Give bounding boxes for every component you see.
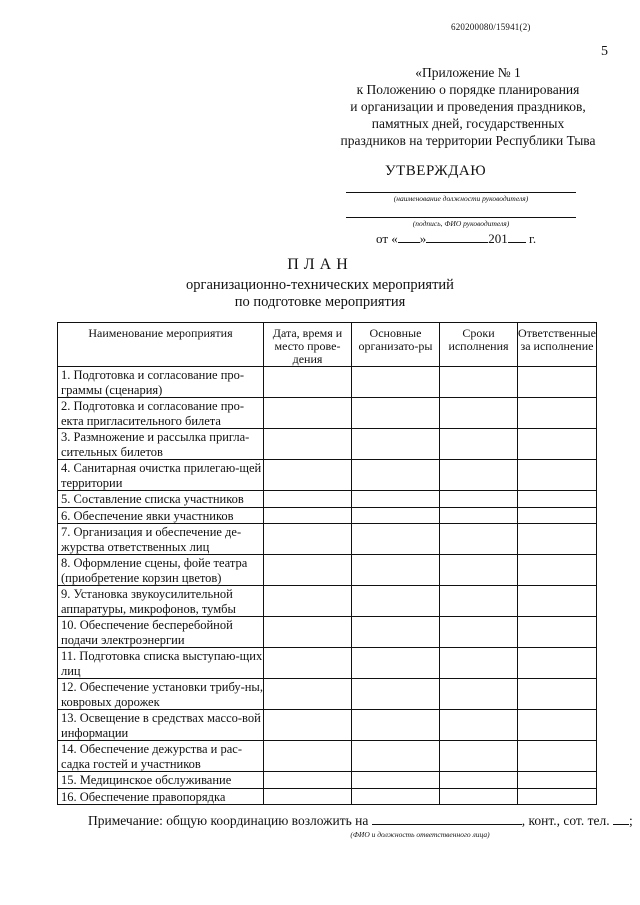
empty-cell bbox=[264, 679, 352, 710]
empty-cell bbox=[352, 586, 440, 617]
plan-subtitle-2: по подготовке мероприятия bbox=[234, 294, 406, 310]
task-name-cell: 14. Обеспечение дежурства и рас-садка гостей и участников bbox=[58, 741, 264, 772]
annex-line: к Положению о порядке планирования bbox=[356, 82, 580, 97]
col-header-responsible: Ответственные за исполнение bbox=[518, 323, 597, 367]
annex-line: и организации и проведения праздников, bbox=[350, 99, 586, 114]
task-name-cell: 16. Обеспечение правопорядка bbox=[58, 788, 264, 805]
empty-cell bbox=[352, 429, 440, 460]
task-name-cell: 4. Санитарная очистка прилегаю-щей территории bbox=[58, 460, 264, 491]
empty-cell bbox=[264, 507, 352, 524]
table-row bbox=[58, 788, 597, 805]
empty-cell bbox=[264, 788, 352, 805]
empty-cell bbox=[518, 460, 597, 491]
empty-cell bbox=[352, 788, 440, 805]
empty-cell bbox=[264, 524, 352, 555]
empty-cell bbox=[440, 679, 518, 710]
col-header-name: Наименование мероприятия bbox=[58, 323, 264, 367]
empty-cell bbox=[264, 710, 352, 741]
empty-cell bbox=[518, 710, 597, 741]
plan-title: ПЛАН bbox=[287, 256, 353, 273]
empty-cell bbox=[518, 524, 597, 555]
signature-caption: (подпись, ФИО руководителя) bbox=[412, 219, 510, 228]
empty-cell bbox=[264, 460, 352, 491]
note-prefix: Примечание: общую координацию возложить на bbox=[88, 813, 369, 828]
date-prefix: от « bbox=[376, 231, 398, 246]
empty-cell bbox=[264, 398, 352, 429]
empty-cell bbox=[440, 429, 518, 460]
table-row bbox=[58, 460, 597, 491]
empty-cell bbox=[440, 648, 518, 679]
empty-cell bbox=[352, 507, 440, 524]
empty-cell bbox=[264, 741, 352, 772]
table-row bbox=[58, 398, 597, 429]
page-number: 5 bbox=[601, 44, 608, 59]
table-row bbox=[58, 491, 597, 508]
note-suffix: , конт., сот. тел. bbox=[521, 813, 610, 828]
empty-cell bbox=[518, 772, 597, 789]
col-header-date: Дата, время и место прове-дения bbox=[264, 323, 352, 367]
date-suffix: г. bbox=[529, 231, 537, 246]
task-name-cell: 11. Подготовка списка выступаю-щих лиц bbox=[58, 648, 264, 679]
empty-cell bbox=[440, 398, 518, 429]
task-name-cell: 2. Подготовка и согласование про-екта пригласительного билета bbox=[58, 398, 264, 429]
date-year: 201 bbox=[488, 231, 508, 246]
annex-header bbox=[318, 64, 618, 149]
table-row bbox=[58, 555, 597, 586]
day-blank bbox=[398, 230, 420, 243]
empty-cell bbox=[264, 555, 352, 586]
empty-cell bbox=[264, 429, 352, 460]
empty-cell bbox=[352, 617, 440, 648]
task-name-cell: 10. Обеспечение бесперебойной подачи электроэнергии bbox=[58, 617, 264, 648]
table-row bbox=[58, 429, 597, 460]
empty-cell bbox=[440, 741, 518, 772]
position-caption: (наименование должности руководителя) bbox=[393, 194, 529, 203]
note-blank-phone bbox=[613, 812, 629, 825]
empty-cell bbox=[440, 367, 518, 398]
approval-date bbox=[376, 230, 536, 247]
year-blank bbox=[508, 230, 526, 243]
empty-cell bbox=[518, 491, 597, 508]
task-name-cell: 9. Установка звукоусилительной аппаратуры, микрофонов, тумбы bbox=[58, 586, 264, 617]
empty-cell bbox=[352, 710, 440, 741]
table-row bbox=[58, 772, 597, 789]
approve-label: УТВЕРЖДАЮ bbox=[385, 163, 487, 179]
empty-cell bbox=[264, 367, 352, 398]
empty-cell bbox=[264, 617, 352, 648]
date-mid: » bbox=[419, 231, 427, 246]
table-row bbox=[58, 710, 597, 741]
empty-cell bbox=[440, 710, 518, 741]
empty-cell bbox=[352, 491, 440, 508]
plan-subtitle: организационно-технических мероприятий bbox=[186, 277, 454, 293]
task-name-cell: 15. Медицинское обслуживание bbox=[58, 772, 264, 789]
task-name-cell: 6. Обеспечение явки участников bbox=[58, 507, 264, 524]
empty-cell bbox=[440, 617, 518, 648]
task-name-cell: 3. Размножение и рассылка пригла-сительных билетов bbox=[58, 429, 264, 460]
task-name-cell: 1. Подготовка и согласование про-граммы (сценария) bbox=[58, 367, 264, 398]
empty-cell bbox=[440, 491, 518, 508]
table-header-row bbox=[58, 323, 597, 367]
empty-cell bbox=[518, 741, 597, 772]
note bbox=[88, 812, 633, 829]
empty-cell bbox=[440, 460, 518, 491]
empty-cell bbox=[518, 398, 597, 429]
empty-cell bbox=[352, 679, 440, 710]
empty-cell bbox=[440, 586, 518, 617]
table-row bbox=[58, 524, 597, 555]
empty-cell bbox=[518, 679, 597, 710]
empty-cell bbox=[352, 772, 440, 789]
empty-cell bbox=[440, 555, 518, 586]
empty-cell bbox=[352, 648, 440, 679]
empty-cell bbox=[518, 648, 597, 679]
empty-cell bbox=[352, 741, 440, 772]
signature-line bbox=[346, 217, 576, 218]
task-name-cell: 12. Обеспечение установки трибу-ны, ковровых дорожек bbox=[58, 679, 264, 710]
position-line bbox=[346, 192, 576, 193]
month-blank bbox=[426, 230, 488, 243]
table-row bbox=[58, 507, 597, 524]
empty-cell bbox=[440, 788, 518, 805]
empty-cell bbox=[518, 429, 597, 460]
empty-cell bbox=[264, 772, 352, 789]
table-row bbox=[58, 741, 597, 772]
empty-cell bbox=[440, 507, 518, 524]
empty-cell bbox=[440, 524, 518, 555]
task-name-cell: 13. Освещение в средствах массо-вой информации bbox=[58, 710, 264, 741]
table-row bbox=[58, 648, 597, 679]
note-end: ; bbox=[628, 813, 633, 828]
empty-cell bbox=[352, 524, 440, 555]
col-header-organizers: Основные организато-ры bbox=[352, 323, 440, 367]
empty-cell bbox=[518, 367, 597, 398]
empty-cell bbox=[264, 586, 352, 617]
task-name-cell: 7. Организация и обеспечение де-журства ответственных лиц bbox=[58, 524, 264, 555]
task-name-cell: 5. Составление списка участников bbox=[58, 491, 264, 508]
task-name-cell: 8. Оформление сцены, фойе театра (приобретение корзин цветов) bbox=[58, 555, 264, 586]
note-caption: (ФИО и должность ответственного лица) bbox=[350, 830, 490, 839]
empty-cell bbox=[352, 367, 440, 398]
annex-line: праздников на территории Республики Тыва bbox=[340, 133, 596, 148]
annex-line: «Приложение № 1 bbox=[415, 65, 521, 80]
table-row bbox=[58, 586, 597, 617]
document-id: 620200080/15941(2) bbox=[451, 22, 531, 32]
empty-cell bbox=[518, 555, 597, 586]
note-blank-name bbox=[372, 812, 522, 825]
table-row bbox=[58, 679, 597, 710]
annex-line: памятных дней, государственных bbox=[371, 116, 565, 131]
plan-table bbox=[57, 322, 597, 805]
table-row bbox=[58, 617, 597, 648]
empty-cell bbox=[440, 772, 518, 789]
col-header-deadlines: Сроки исполнения bbox=[440, 323, 518, 367]
empty-cell bbox=[518, 617, 597, 648]
empty-cell bbox=[352, 460, 440, 491]
table-row bbox=[58, 367, 597, 398]
empty-cell bbox=[518, 586, 597, 617]
empty-cell bbox=[352, 398, 440, 429]
empty-cell bbox=[352, 555, 440, 586]
empty-cell bbox=[518, 788, 597, 805]
empty-cell bbox=[518, 507, 597, 524]
empty-cell bbox=[264, 491, 352, 508]
empty-cell bbox=[264, 648, 352, 679]
